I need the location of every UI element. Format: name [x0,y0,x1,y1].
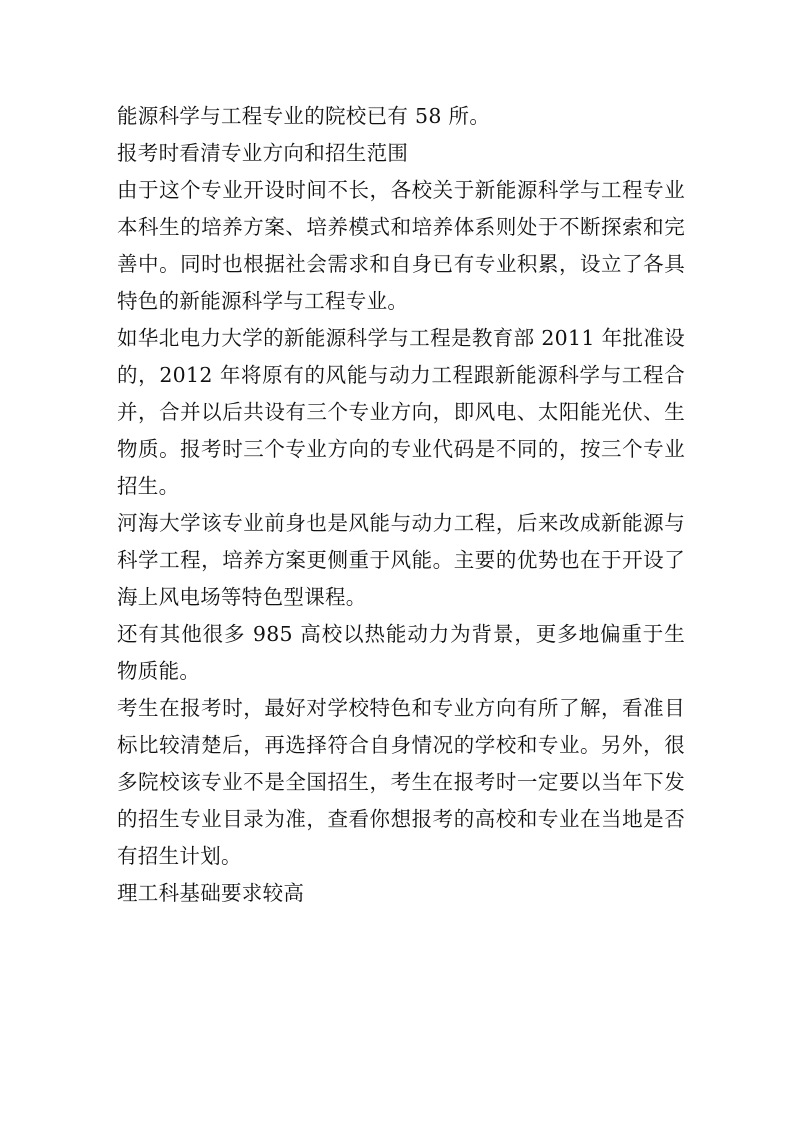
paragraph-training-plans: 由于这个专业开设时间不长，各校关于新能源科学与工程专业本科生的培养方案、培养模式和培养体系则处于不断探索和完善中。同时也根据社会需求和自身已有专业积累，设立了各具特色的新能源科学与工程专业。 [117,178,685,313]
paragraph-hohai-example: 河海大学该专业前身也是风能与动力工程，后来改成新能源与科学工程，培养方案更侧重于风能。主要的优势也在于开设了海上风电场等特色型课程。 [117,511,685,609]
paragraph-intro: 能源科学与工程专业的院校已有 58 所。 [117,104,491,128]
section-heading-major-direction: 报考时看清专业方向和招生范围 [117,141,409,165]
document-body [117,98,685,912]
paragraph-applicant-advice: 考生在报考时，最好对学校特色和专业方向有所了解，看准目标比较清楚后，再选择符合自身情况的学校和专业。另外，很多院校该专业不是全国招生，考生在报考时一定要以当年下发的招生专业目录为准，查看你想报考的高校和专业在当地是否有招生计划。 [117,696,685,868]
section-heading-science-foundation: 理工科基础要求较高 [117,881,305,905]
paragraph-985-universities: 还有其他很多 985 高校以热能动力为背景，更多地偏重于生物质能。 [117,622,685,683]
paragraph-ncepu-example: 如华北电力大学的新能源科学与工程是教育部 2011 年批准设的，2012 年将原有的风能与动力工程跟新能源科学与工程合并，合并以后共设有三个专业方向，即风电、太阳能光伏、生物质。报考时三个专业方向的专业代码是不同的，按三个专业招生。 [117,326,685,498]
